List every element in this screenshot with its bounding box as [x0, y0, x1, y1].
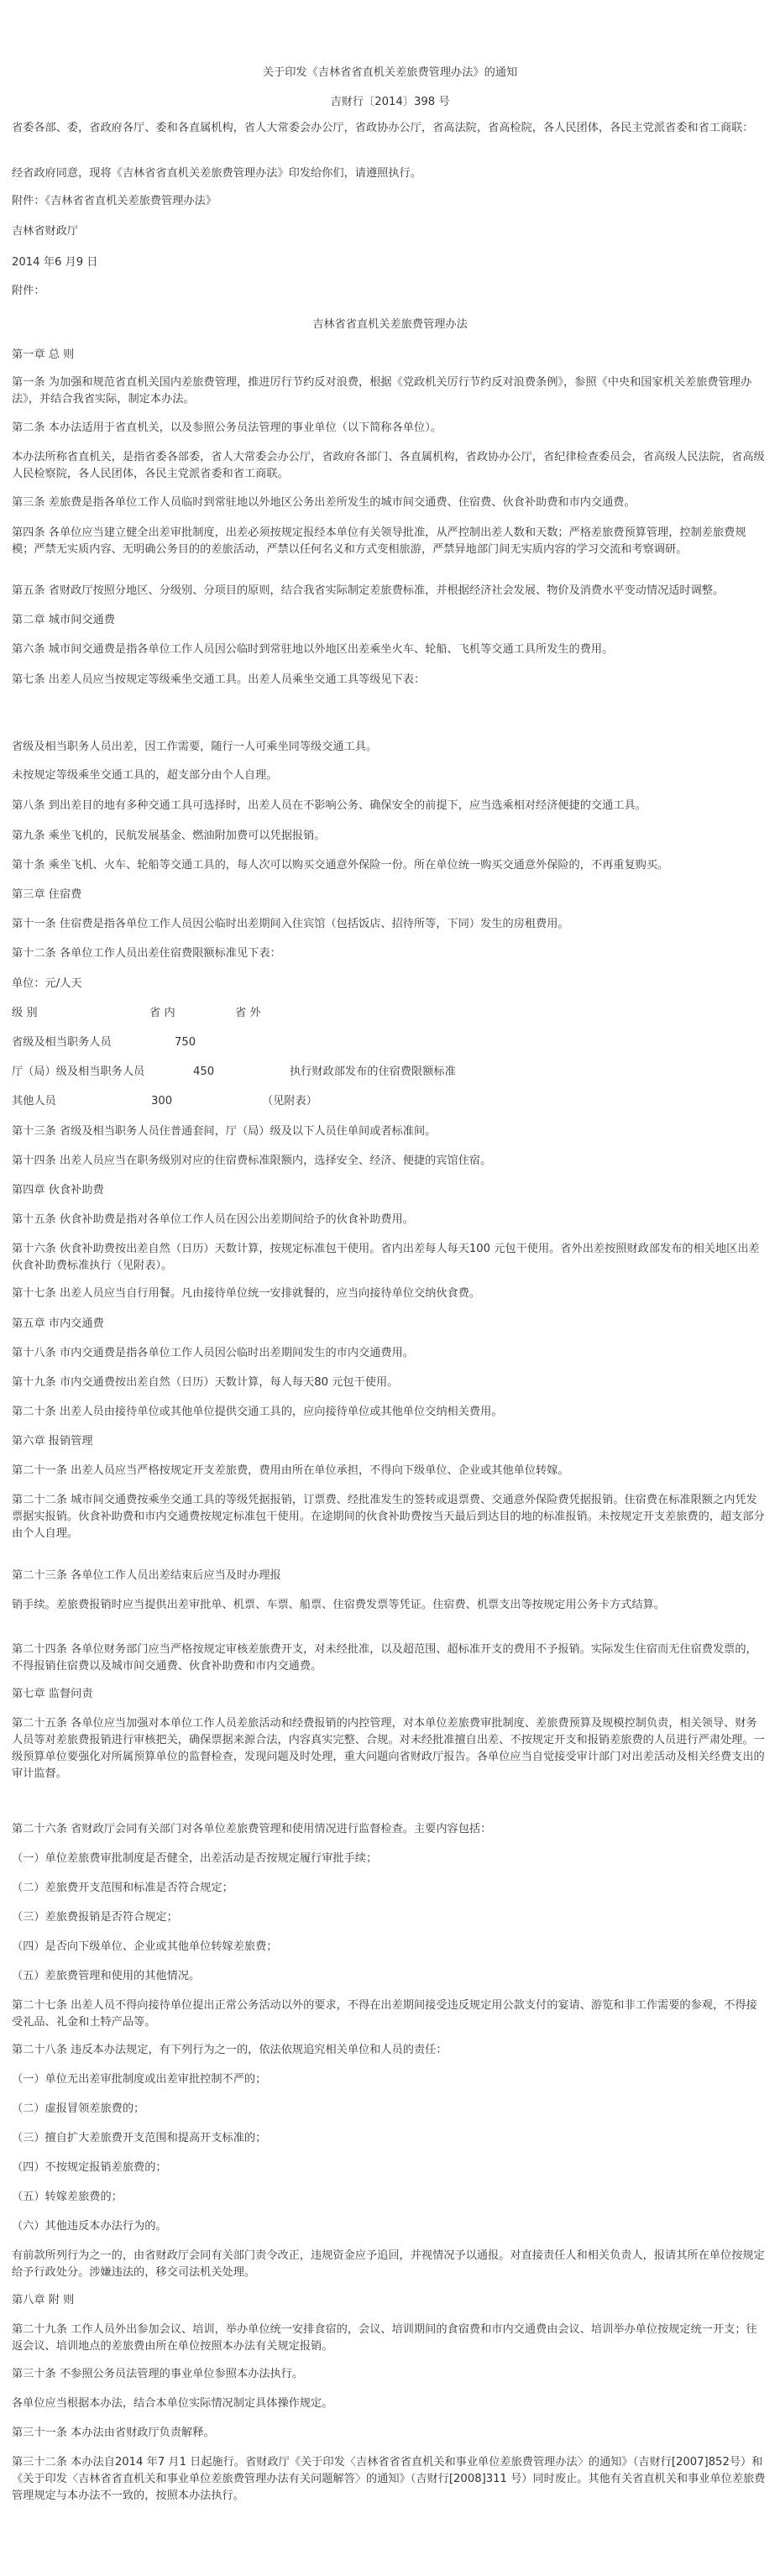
table-unit: 单位：元/人天 — [12, 977, 82, 990]
paragraph: 销手续。差旅费报销时应当提供出差审批单、机票、车票、船票、住宿费发票等凭证。住宿费、机票支出等按规定用公务卡方式结算。 — [12, 1599, 666, 1611]
article: 第三十二条 本办法自2014 年7 月1 日起施行。省财政厅《关于印发〈吉林省省省直机关和事业单位差旅费管理办法〉的通知》（吉财行[2007]852号）和《关于印发〈吉林省省直机关和事业单位差旅费管理办法有关问题解答〉的通知》（吉财行[2008]311 号）同时废止。其他有关省直机关和事业单位差旅费管理规定与本办法不一致的，按照本办法执行。 — [12, 2456, 766, 2502]
table-cell-outside: 执行财政部发布的住宿费限额标准 — [290, 1065, 456, 1078]
table-header-level: 级 别 — [12, 1007, 38, 1019]
article: 第三十条 不参照公务员法管理的事业单位参照本办法执行。 — [12, 2368, 304, 2380]
article: 第三十一条 本办法由省财政厅负责解释。 — [12, 2427, 215, 2439]
article: 第二十五条 各单位应当加强对本单位工作人员差旅活动和经费报销的内控管理，对本单位差旅费审批制度、差旅费预算及规模控制负责，相关领导、财务人员等对差旅费报销进行审核把关，确保票据来源合法，内容真实完整、合规。对未经批准擅自出差、不按规定开支和报销差旅费的人员进行严肃处理。一级预算单位要强化对所属预算单位的监督检查，发现问题及时处理，重大问题向省财政厅报告。各单位应当自觉接受审计部门对出差活动及相关经费支出的审计监督。 — [12, 1717, 765, 1780]
article: 第二十一条 出差人员应当严格按规定开支差旅费，费用由所在单位承担，不得向下级单位、企业或其他单位转嫁。 — [12, 1464, 569, 1477]
paragraph: 有前款所列行为之一的，由省财政厅会同有关部门责令改正，违规资金应予追回，并视情况予以通报。对直接责任人和相关负责人，报请其所在单位按规定给予行政处分。涉嫌违法的，移交司法机关处理。 — [12, 2249, 765, 2279]
list-item: （二）虚报冒领差旅费的； — [12, 2102, 145, 2115]
article: 第二十四条 各单位财务部门应当严格按规定审核差旅费开支，对未经批准，以及超范围、超标准开支的费用不予报销。实际发生住宿而无住宿费发票的，不得报销住宿费以及城市间交通费、伙食补助费和市内交通费。 — [12, 1643, 757, 1673]
paragraph: 本办法所称省直机关，是指省委各部委，省人大常委会办公厅，省政府各部门、各直属机构，省政协办公厅，省纪律检查委员会，省高级人民法院，省高级人民检察院，各人民团体，各民主党派省委和省工商联。 — [12, 451, 765, 480]
article: 第十六条 伙食补助费按出差自然（日历）天数计算，按规定标准包干使用。省内出差每人每天100 元包干使用。省外出差按照财政部发布的相关地区出差伙食补助费标准执行（见附表）。 — [12, 1243, 760, 1272]
article: 第十九条 市内交通费按出差自然（日历）天数计算，每人每天80 元包干使用。 — [12, 1376, 399, 1389]
article: 第二十条 出差人员由接待单位或其他单位提供交通工具的，应向接待单位或其他单位交纳相关费用。 — [12, 1406, 503, 1418]
notice-body: 经省政府同意，现将《吉林省省直机关差旅费管理办法》印发给你们，请遵照执行。 — [12, 167, 421, 180]
paragraph: 各单位应当根据本办法，结合本单位实际情况制定具体操作规定。 — [12, 2397, 333, 2410]
article: 第十三条 省级及相当职务人员住普通套间，厅（局）级及以下人员住单间或者标准间。 — [12, 1125, 437, 1138]
article: 第八条 到出差目的地有多种交通工具可选择时，出差人员在不影响公务、确保安全的前提下，应当选乘相对经济便捷的交通工具。 — [12, 799, 647, 812]
article: 第二十七条 出差人员不得向接待单位提出正常公务活动以外的要求，不得在出差期间接受违反规定用公款支付的宴请、游览和非工作需要的参观，不得接受礼品、礼金和土特产品等。 — [12, 1999, 757, 2029]
article: 第六条 城市间交通费是指各单位工作人员因公临时到常驻地以外地区出差乘坐火车、轮船、飞机等交通工具所发生的费用。 — [12, 643, 614, 656]
chapter-heading: 第一章 总 则 — [12, 348, 75, 361]
article: 第二条 本办法适用于省直机关，以及参照公务员法管理的事业单位（以下简称各单位）。 — [12, 421, 442, 434]
chapter-heading: 第七章 监督问责 — [12, 1688, 93, 1700]
list-item: （三）差旅费报销是否符合规定； — [12, 1911, 178, 1924]
article: 第十五条 伙食补助费是指对各单位工作人员在因公出差期间给予的伙食补助费用。 — [12, 1213, 414, 1226]
table-header-inside: 省 内 — [149, 1007, 175, 1019]
table-cell-level: 省级及相当职务人员 — [12, 1036, 112, 1049]
article: 第一条 为加强和规范省直机关国内差旅费管理，推进厉行节约反对浪费，根据《党政机关厉行节约反对浪费条例》，参照《中央和国家机关差旅费管理办法》，并结合我省实际，制定本办法。 — [12, 376, 752, 406]
notice-attachment: 附件：《吉林省省直机关差旅费管理办法》 — [12, 195, 217, 207]
article: 第十二条 各单位工作人员出差住宿费限额标准见下表： — [12, 947, 281, 960]
article: 第十四条 出差人员应当在职务级别对应的住宿费标准限额内，选择安全、经济、便捷的宾馆住宿。 — [12, 1154, 492, 1167]
article: 第十八条 市内交通费是指各单位工作人员因公临时出差期间发生的市内交通费用。 — [12, 1347, 414, 1359]
paragraph: 省级及相当职务人员出差，因工作需要，随行一人可乘坐同等级交通工具。 — [12, 741, 378, 753]
article: 第四条 各单位应当建立健全出差审批制度，出差必须按规定报经本单位有关领导批准，从严控制出差人数和天数；严格差旅费预算管理，控制差旅费规模；严禁无实质内容、无明确公务目的的差旅活动，严禁以任何名义和方式变相旅游，严禁异地部门间无实质内容的学习交流和考察调研。 — [12, 526, 746, 556]
article: 第五条 省财政厅按照分地区、分级别、分项目的原则，结合我省实际制定差旅费标准，并根据经济社会发展、物价及消费水平变动情况适时调整。 — [12, 584, 725, 597]
chapter-heading: 第四章 伙食补助费 — [12, 1184, 104, 1196]
article: 第二十二条 城市间交通费按乘坐交通工具的等级凭据报销，订票费、经批准发生的签转或退票费、交通意外保险费凭据报销。住宿费在标准限额之内凭发票据实报销。伙食补助费和市内交通费按规定标准包干使用。在途期间的伙食补助费按当天最后到达目的地的标准报销。未按规定开支差旅费的，超支部分由个人自理。 — [12, 1494, 765, 1540]
list-item: （六）其他违反本办法行为的。 — [12, 2220, 167, 2233]
article: 第十一条 住宿费是指各单位工作人员因公临时出差期间入住宾馆（包括饭店、招待所等，下同）发生的房租费用。 — [12, 918, 569, 930]
list-item: （一）单位无出差审批制度或出差审批控制不严的； — [12, 2073, 267, 2086]
table-cell-inside: 300 — [151, 1095, 173, 1107]
article: 第十条 乘坐飞机、火车、轮船等交通工具的，每人次可以购买交通意外保险一份。所在单位统一购买交通意外保险的，不再重复购买。 — [12, 859, 669, 872]
list-item: （四）是否向下级单位、企业或其他单位转嫁差旅费； — [12, 1940, 278, 1953]
table-cell-inside: 750 — [175, 1036, 196, 1049]
article: 第九条 乘坐飞机的，民航发展基金、燃油附加费可以凭据报销。 — [12, 830, 326, 842]
list-item: （五）转嫁差旅费的； — [12, 2191, 123, 2203]
table-cell-inside: 450 — [193, 1065, 215, 1078]
chapter-heading: 第五章 市内交通费 — [12, 1317, 104, 1330]
measures-title: 吉林省省直机关差旅费管理办法 — [312, 318, 468, 331]
article: 第二十九条 工作人员外出参加会议、培训，举办单位统一安排食宿的，会议、培训期间的食宿费和市内交通费由会议、培训举办单位按规定统一开支；往返会议、培训地点的差旅费由所在单位按照本办法有关规定报销。 — [12, 2323, 757, 2353]
list-item: （二）差旅费开支范围和标准是否符合规定； — [12, 1882, 233, 1894]
attachment-label: 附件： — [12, 285, 45, 297]
table-cell-level: 厅（局）级及相当职务人员 — [12, 1065, 145, 1078]
article: 第三条 差旅费是指各单位工作人员临时到常驻地以外地区公务出差所发生的城市间交通费、住宿费、伙食补助费和市内交通费。 — [12, 496, 636, 509]
article: 第十七条 出差人员应当自行用餐。凡由接待单位统一安排就餐的，应当向接待单位交纳伙食费。 — [12, 1287, 481, 1300]
article: 第七条 出差人员应当按规定等级乘坐交通工具。出差人员乘坐交通工具等级见下表： — [12, 673, 426, 686]
notice-issuer: 吉林省财政厅 — [12, 225, 79, 238]
list-item: （五）差旅费管理和使用的其他情况。 — [12, 1970, 201, 1982]
chapter-heading: 第二章 城市间交通费 — [12, 614, 115, 626]
list-item: （三）擅自扩大差旅费开支范围和提高开支标准的； — [12, 2132, 267, 2144]
chapter-heading: 第三章 住宿费 — [12, 888, 82, 901]
notice-recipients: 省委各部、委，省政府各厅、委和各直属机构，省人大常委会办公厅，省政协办公厅，省高法院，省高检院，各人民团体，各民主党派省委和省工商联： — [12, 122, 754, 134]
notice-title: 关于印发《吉林省省直机关差旅费管理办法》的通知 — [262, 66, 518, 79]
paragraph: 未按规定等级乘坐交通工具的，超支部分由个人自理。 — [12, 769, 278, 782]
article: 第二十六条 省财政厅会同有关部门对各单位差旅费管理和使用情况进行监督检查。主要内容包括： — [12, 1823, 492, 1835]
chapter-heading: 第八章 附 则 — [12, 2294, 75, 2306]
table-cell-level: 其他人员 — [12, 1095, 56, 1107]
chapter-heading: 第六章 报销管理 — [12, 1435, 93, 1448]
table-header-outside: 省 外 — [235, 1007, 261, 1019]
article: 第二十八条 违反本办法规定，有下列行为之一的，依法依规追究相关单位和人员的责任： — [12, 2044, 448, 2056]
article: 第二十三条 各单位工作人员出差结束后应当及时办理报 — [12, 1569, 281, 1582]
document-number: 吉财行〔2014〕398 号 — [330, 96, 450, 108]
table-cell-outside: （见附表） — [262, 1095, 317, 1107]
notice-date: 2014 年6 月9 日 — [12, 256, 98, 269]
list-item: （四）不按规定报销差旅费的； — [12, 2161, 167, 2174]
list-item: （一）单位差旅费审批制度是否健全，出差活动是否按规定履行审批手续； — [12, 1852, 378, 1865]
